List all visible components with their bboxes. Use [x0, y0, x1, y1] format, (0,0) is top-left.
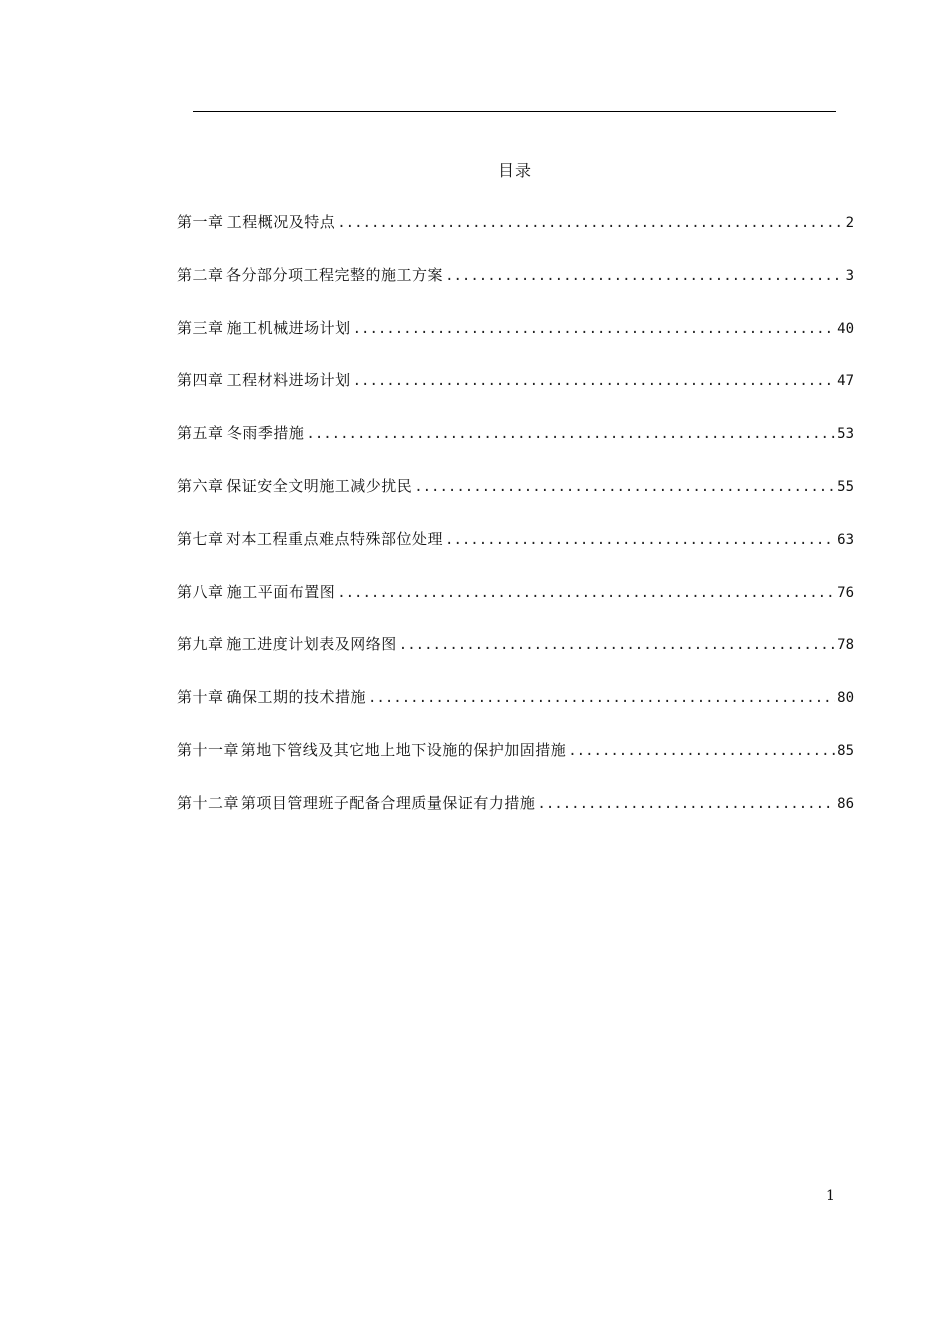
toc-chapter-label: 第四章 [177, 371, 224, 390]
toc-dot-leader [353, 321, 836, 337]
toc-page-number: 63 [837, 531, 854, 548]
toc-page-number: 2 [845, 215, 854, 231]
toc-title: 目录 [497, 161, 532, 180]
toc-chapter-label: 第七章 [177, 529, 224, 548]
toc-list [177, 211, 854, 845]
toc-chapter-label: 第八章 [177, 582, 224, 601]
toc-chapter-label: 第二章 [177, 265, 224, 284]
toc-chapter-label: 第十章 [177, 688, 224, 707]
toc-entry[interactable] [177, 581, 854, 634]
toc-page-number: 85 [837, 742, 854, 759]
toc-entry[interactable] [177, 792, 854, 845]
toc-entry-title: 确保工期的技术措施 [226, 688, 366, 707]
toc-entry[interactable] [177, 264, 854, 317]
toc-entry[interactable] [177, 211, 854, 264]
toc-dot-leader [537, 796, 835, 812]
toc-page-number: 78 [837, 637, 854, 654]
toc-dot-leader [445, 532, 835, 548]
toc-entry[interactable] [177, 686, 854, 739]
toc-dot-leader [414, 479, 835, 495]
toc-chapter-label: 第九章 [177, 635, 224, 654]
toc-chapter-label: 第五章 [177, 424, 224, 443]
toc-entry-title: 施工平面布置图 [226, 582, 336, 601]
toc-entry[interactable] [177, 739, 854, 792]
page-number: 1 [826, 1188, 835, 1204]
toc-entry-title: 冬雨季措施 [226, 424, 305, 443]
header-rule [193, 111, 836, 112]
toc-dot-leader [337, 585, 835, 601]
toc-page-number: 3 [845, 267, 854, 284]
toc-entry-title: 工程概况及特点 [226, 213, 336, 231]
toc-entry[interactable] [177, 369, 854, 422]
toc-entry-title: 保证安全文明施工减少扰民 [226, 476, 413, 495]
toc-entry-title: 第项目管理班子配备合理质量保证有力措施 [240, 793, 536, 812]
toc-entry-title: 施工进度计划表及网络图 [226, 635, 397, 654]
toc-entry[interactable] [177, 317, 854, 370]
toc-page-number: 55 [837, 478, 854, 495]
toc-dot-leader [353, 373, 836, 389]
toc-dot-leader [568, 743, 835, 759]
toc-entry[interactable] [177, 475, 854, 528]
toc-entry-title: 对本工程重点难点特殊部位处理 [226, 529, 444, 548]
toc-entry[interactable] [177, 528, 854, 581]
toc-dot-leader [337, 215, 843, 231]
toc-chapter-label: 第十一章 [177, 740, 240, 759]
toc-entry[interactable] [177, 422, 854, 475]
toc-page-number: 80 [837, 690, 854, 707]
toc-page-number: 53 [837, 426, 854, 443]
toc-dot-leader [368, 690, 835, 706]
toc-page-number: 86 [837, 795, 854, 812]
toc-entry-title: 施工机械进场计划 [226, 318, 351, 337]
toc-chapter-label: 第十二章 [177, 793, 240, 812]
toc-entry[interactable] [177, 633, 854, 686]
toc-entry-title: 第地下管线及其它地上地下设施的保护加固措施 [240, 740, 567, 759]
toc-chapter-label: 第六章 [177, 476, 224, 495]
toc-page-number: 76 [837, 584, 854, 601]
toc-dot-leader [399, 637, 835, 653]
toc-dot-leader [445, 268, 844, 284]
toc-page-number: 47 [837, 373, 854, 390]
toc-chapter-label: 第三章 [177, 318, 224, 337]
toc-page-number: 40 [837, 320, 854, 337]
toc-entry-title: 各分部分项工程完整的施工方案 [226, 265, 444, 284]
toc-entry-title: 工程材料进场计划 [226, 371, 351, 390]
toc-chapter-label: 第一章 [177, 213, 224, 231]
toc-dot-leader [306, 426, 835, 442]
